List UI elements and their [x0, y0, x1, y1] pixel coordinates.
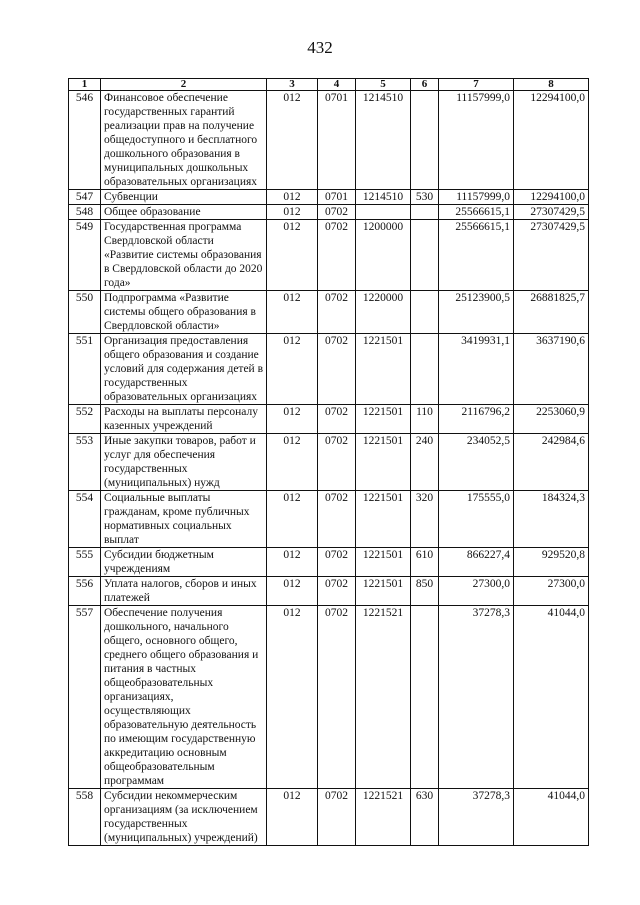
ministry-code: 012	[267, 291, 318, 334]
row-number: 554	[69, 491, 101, 548]
table-row	[69, 205, 589, 220]
item-name: Уплата налогов, сборов и иных платежей	[101, 577, 267, 606]
amount-year-2: 41044,0	[514, 789, 589, 846]
budget-table	[68, 78, 589, 846]
table-row	[69, 789, 589, 846]
ministry-code: 012	[267, 190, 318, 205]
column-header: 1	[69, 79, 101, 91]
row-number: 550	[69, 291, 101, 334]
table-row	[69, 405, 589, 434]
target-article-code: 1221501	[356, 405, 411, 434]
item-name: Социальные выплаты гражданам, кроме публичных нормативных социальных выплат	[101, 491, 267, 548]
row-number: 546	[69, 91, 101, 190]
expense-type-code	[411, 205, 439, 220]
row-number: 556	[69, 577, 101, 606]
expense-type-code	[411, 606, 439, 789]
table-header-row	[69, 79, 589, 91]
column-header: 7	[439, 79, 514, 91]
amount-year-2: 27300,0	[514, 577, 589, 606]
section-code: 0702	[318, 434, 356, 491]
amount-year-2: 12294100,0	[514, 91, 589, 190]
row-number: 558	[69, 789, 101, 846]
section-code: 0702	[318, 220, 356, 291]
table-body	[69, 91, 589, 846]
ministry-code: 012	[267, 577, 318, 606]
target-article-code: 1200000	[356, 220, 411, 291]
target-article-code: 1221521	[356, 606, 411, 789]
ministry-code: 012	[267, 606, 318, 789]
ministry-code: 012	[267, 434, 318, 491]
target-article-code: 1221521	[356, 789, 411, 846]
section-code: 0702	[318, 789, 356, 846]
section-code: 0701	[318, 190, 356, 205]
target-article-code: 1221501	[356, 548, 411, 577]
amount-year-1: 25123900,5	[439, 291, 514, 334]
table-row	[69, 491, 589, 548]
table-row	[69, 548, 589, 577]
section-code: 0702	[318, 548, 356, 577]
table-row	[69, 190, 589, 205]
table-row	[69, 291, 589, 334]
target-article-code: 1221501	[356, 491, 411, 548]
amount-year-2: 3637190,6	[514, 334, 589, 405]
column-header: 6	[411, 79, 439, 91]
item-name: Государственная программа Свердловской области «Развитие системы образования в Свердловской области до 2020 года»	[101, 220, 267, 291]
section-code: 0702	[318, 491, 356, 548]
ministry-code: 012	[267, 334, 318, 405]
amount-year-1: 25566615,1	[439, 220, 514, 291]
amount-year-2: 184324,3	[514, 491, 589, 548]
ministry-code: 012	[267, 91, 318, 190]
section-code: 0702	[318, 405, 356, 434]
page-number: 432	[307, 38, 333, 57]
row-number: 549	[69, 220, 101, 291]
table-row	[69, 220, 589, 291]
section-code: 0702	[318, 334, 356, 405]
amount-year-2: 12294100,0	[514, 190, 589, 205]
amount-year-2: 242984,6	[514, 434, 589, 491]
item-name: Расходы на выплаты персоналу казенных учреждений	[101, 405, 267, 434]
section-code: 0701	[318, 91, 356, 190]
amount-year-1: 175555,0	[439, 491, 514, 548]
target-article-code: 1221501	[356, 577, 411, 606]
item-name: Общее образование	[101, 205, 267, 220]
expense-type-code: 320	[411, 491, 439, 548]
target-article-code: 1220000	[356, 291, 411, 334]
expense-type-code: 110	[411, 405, 439, 434]
row-number: 547	[69, 190, 101, 205]
amount-year-2: 27307429,5	[514, 220, 589, 291]
amount-year-1: 866227,4	[439, 548, 514, 577]
item-name: Иные закупки товаров, работ и услуг для обеспечения государственных (муниципальных) нужд	[101, 434, 267, 491]
item-name: Субсидии некоммерческим организациям (за исключением государственных (муниципальных) учреждений)	[101, 789, 267, 846]
expense-type-code	[411, 220, 439, 291]
section-code: 0702	[318, 205, 356, 220]
table-row	[69, 334, 589, 405]
expense-type-code	[411, 334, 439, 405]
amount-year-2: 41044,0	[514, 606, 589, 789]
amount-year-1: 11157999,0	[439, 91, 514, 190]
column-header: 2	[101, 79, 267, 91]
item-name: Организация предоставления общего образования и создание условий для содержания детей в государственных образовательных организациях	[101, 334, 267, 405]
expense-type-code: 630	[411, 789, 439, 846]
target-article-code: 1214510	[356, 190, 411, 205]
amount-year-1: 11157999,0	[439, 190, 514, 205]
expense-type-code	[411, 91, 439, 190]
expense-type-code: 530	[411, 190, 439, 205]
amount-year-1: 25566615,1	[439, 205, 514, 220]
amount-year-2: 26881825,7	[514, 291, 589, 334]
ministry-code: 012	[267, 548, 318, 577]
amount-year-1: 27300,0	[439, 577, 514, 606]
ministry-code: 012	[267, 789, 318, 846]
row-number: 553	[69, 434, 101, 491]
amount-year-1: 234052,5	[439, 434, 514, 491]
target-article-code	[356, 205, 411, 220]
row-number: 552	[69, 405, 101, 434]
target-article-code: 1221501	[356, 334, 411, 405]
column-header: 4	[318, 79, 356, 91]
column-header: 8	[514, 79, 589, 91]
column-header: 3	[267, 79, 318, 91]
table-row	[69, 434, 589, 491]
section-code: 0702	[318, 606, 356, 789]
amount-year-1: 37278,3	[439, 606, 514, 789]
item-name: Субсидии бюджетным учреждениям	[101, 548, 267, 577]
amount-year-2: 2253060,9	[514, 405, 589, 434]
table-row	[69, 577, 589, 606]
amount-year-1: 3419931,1	[439, 334, 514, 405]
expense-type-code: 610	[411, 548, 439, 577]
amount-year-1: 2116796,2	[439, 405, 514, 434]
amount-year-2: 27307429,5	[514, 205, 589, 220]
section-code: 0702	[318, 291, 356, 334]
section-code: 0702	[318, 577, 356, 606]
column-header: 5	[356, 79, 411, 91]
row-number: 548	[69, 205, 101, 220]
item-name: Субвенции	[101, 190, 267, 205]
amount-year-1: 37278,3	[439, 789, 514, 846]
table-row	[69, 606, 589, 789]
target-article-code: 1221501	[356, 434, 411, 491]
ministry-code: 012	[267, 405, 318, 434]
row-number: 557	[69, 606, 101, 789]
ministry-code: 012	[267, 491, 318, 548]
row-number: 555	[69, 548, 101, 577]
item-name: Финансовое обеспечение государственных гарантий реализации прав на получение общедоступного и бесплатного дошкольного образования в муниципальных дошкольных образовательных организациях	[101, 91, 267, 190]
ministry-code: 012	[267, 205, 318, 220]
item-name: Обеспечение получения дошкольного, начального общего, основного общего, среднего общего образования и питания в частных общеобразовательных организациях, осуществляющих образовательную деятельность по имеющим государственную аккредитацию основным общеобразовательным программам	[101, 606, 267, 789]
target-article-code: 1214510	[356, 91, 411, 190]
expense-type-code: 240	[411, 434, 439, 491]
expense-type-code: 850	[411, 577, 439, 606]
amount-year-2: 929520,8	[514, 548, 589, 577]
expense-type-code	[411, 291, 439, 334]
item-name: Подпрограмма «Развитие системы общего образования в Свердловской области»	[101, 291, 267, 334]
table-row	[69, 91, 589, 190]
row-number: 551	[69, 334, 101, 405]
ministry-code: 012	[267, 220, 318, 291]
